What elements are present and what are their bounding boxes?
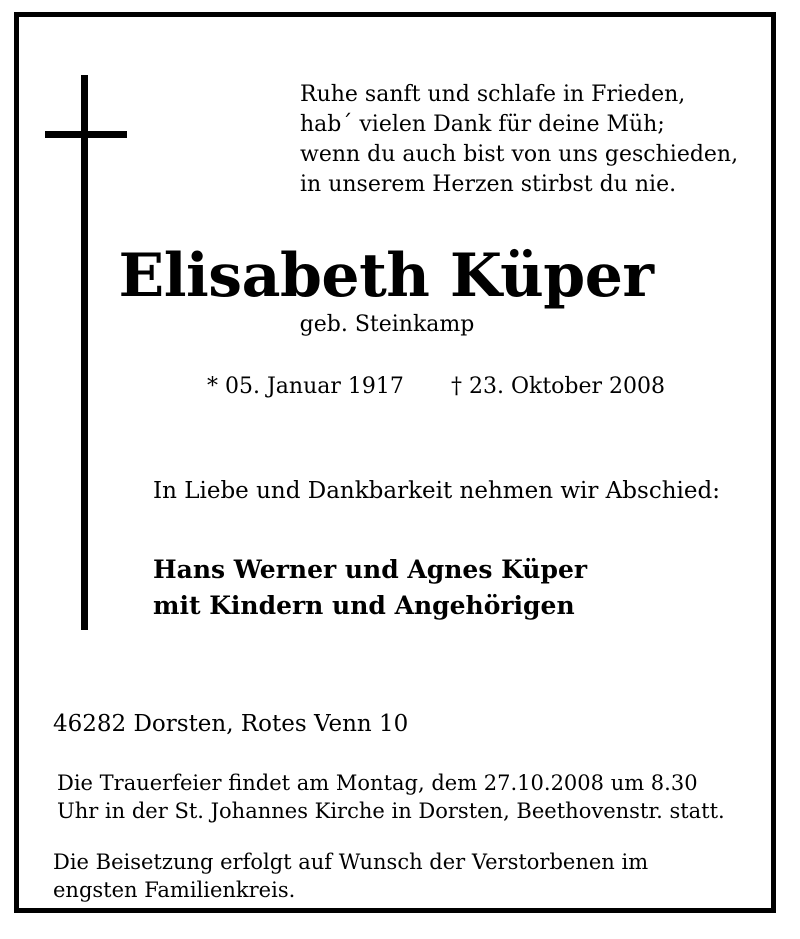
family-names [153,552,587,624]
maiden-name: geb. Steinkamp [299,312,475,337]
service-line: Die Trauerfeier findet am Montag, dem 27.10.2008 um 8.30 [57,771,698,795]
verse-line: in unserem Herzen stirbst du nie. [300,172,677,197]
deceased-name: Elisabeth Küper [118,241,654,311]
family-line: Hans Werner und Agnes Küper [153,555,588,584]
verse-line: hab´ vielen Dank für deine Müh; [300,112,665,137]
verse-line: wenn du auch bist von uns geschieden, [300,142,739,167]
burial-line: engsten Familienkreis. [53,878,296,902]
death-date: † 23. Oktober 2008 [451,374,666,399]
service-line: Uhr in der St. Johannes Kirche in Dorsten, Beethovenstr. statt. [57,799,725,823]
burial-line: Die Beisetzung erfolgt auf Wunsch der Verstorbenen im [53,850,649,874]
address: 46282 Dorsten, Rotes Venn 10 [53,711,409,737]
birth-date: * 05. Januar 1917 [207,374,404,399]
cross-horizontal-bar [45,131,127,138]
obituary-notice [14,12,776,913]
family-line: mit Kindern und Angehörigen [153,591,575,620]
farewell-text: In Liebe und Dankbarkeit nehmen wir Abschied: [153,478,720,504]
cross-vertical-bar [81,75,88,630]
verse-line: Ruhe sanft und schlafe in Frieden, [300,82,686,107]
verse [300,80,738,200]
burial-info [53,848,648,904]
funeral-service-info [57,769,725,825]
